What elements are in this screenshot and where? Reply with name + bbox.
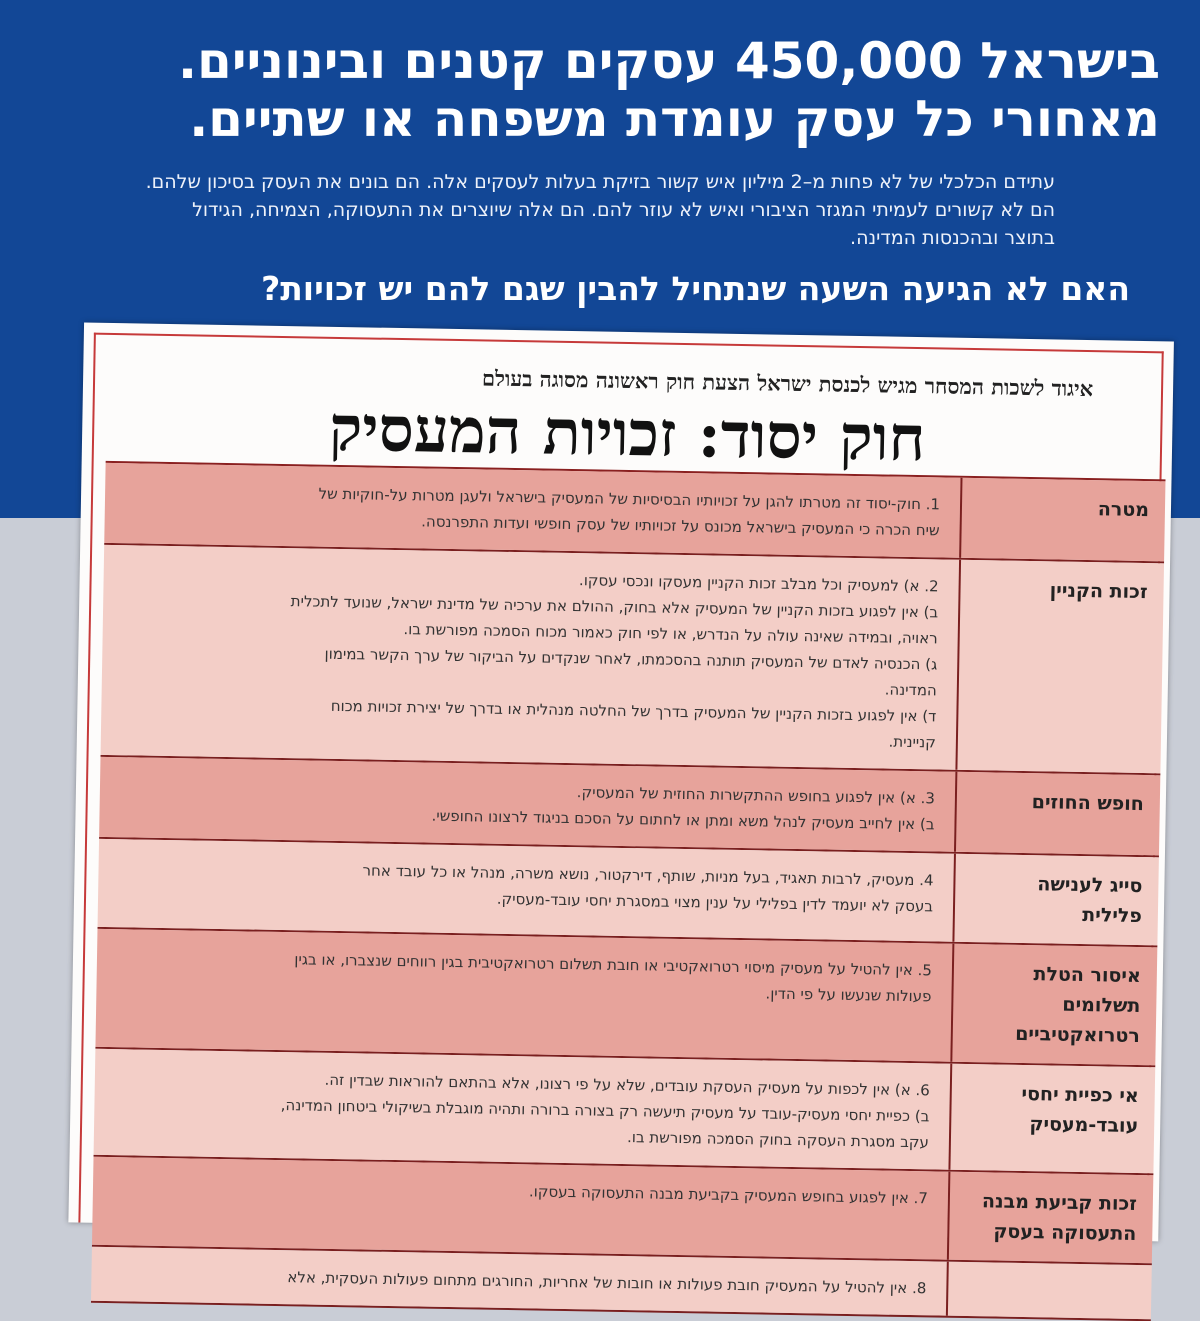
- row-text-line: שיח הכרה כי המעסיק בישראל מכונס על זכויותיו של עסק חופשי ועדות התפרנסה.: [421, 512, 940, 540]
- row-text-line: בעסק לא יועמד לדין בפלילי על ענין מצוי במסגרת יחסי עובד-מעסיק.: [496, 889, 934, 916]
- row-text-line: עקב מסגרת העסקה בחוק הסמכה מפורשת בו.: [626, 1128, 930, 1152]
- row-text-line: ב) אין לחייב מעסיק לנהל משא ומתן או לחתום על הסכם בניגוד לרצונו החופשי.: [431, 806, 935, 834]
- sheet-title: חוק יסוד: זכויות המעסיק: [328, 391, 926, 476]
- table-row: [94, 1049, 1156, 1175]
- row-text-line: המדינה.: [884, 680, 937, 700]
- row-text-line: 6. א) אין לכפות על מעסיק העסקת עובדים, שלא על פי רצונו, אלא בהתאם להוראות שבדין זה.: [324, 1070, 930, 1100]
- row-topic: מטרה: [959, 478, 1165, 562]
- row-text-line: פעולות שנעשו על פי הדין.: [765, 984, 932, 1006]
- headline: [40, 32, 1160, 148]
- row-topic: [946, 1262, 1152, 1320]
- row-topic: אי כפיית יחסי עובד-מעסיק: [948, 1064, 1155, 1174]
- headline-line-2: מאחורי כל עסק עומדת משפחה או שתיים.: [189, 90, 1160, 148]
- row-text-line: ד) אין לפגוע בזכות הקניין של המעסיק בדרך של החלטה מנהלית או בדרך של יצירת זכויות מכוח: [330, 696, 937, 726]
- headline-line-1: בישראל 450,000 עסקים קטנים ובינוניים.: [178, 32, 1160, 90]
- rhetorical-question: האם לא הגיעה השעה שנתחיל להבין שגם להם יש זכויות?: [261, 269, 1130, 308]
- row-text: [95, 929, 952, 1062]
- row-text-line: 3. א) אין לפגוע בחופש ההתקשרות החוזית של המעסיק.: [576, 783, 936, 808]
- row-text-line: 1. חוק-יסוד זה מטרתו להגן על זכויותיו הבסיסיות של המעסיק בישראל ולעגן מטרות על-חוקיות של: [318, 484, 941, 514]
- table-row: [101, 545, 1165, 775]
- row-text: [104, 463, 960, 558]
- row-text-line: ראויה, ובמידה שאינה עולה על הנדרש, או לפי חוק כאמור מכוח הסמכה מפורשת בו.: [403, 620, 938, 648]
- row-text-line: 4. מעסיק, לרבות תאגיד, בעל מניות, שותף, דירקטור, נושא משרה, מנהל או כל עובד אחר: [362, 861, 934, 890]
- row-topic: חופש החוזים: [954, 772, 1160, 856]
- row-text-line: 8. אין להטיל על המעסיק חובת פעולות או חובות של אחריות, החורגים מתחום פעולות העסקית, אלא: [287, 1268, 927, 1298]
- row-text-line: ג) הכנסיה לאדם של המעסיק תותנה בהסכמתו, לאחר שנקדים על הביקור של ערך הקשר במימון: [324, 644, 938, 674]
- row-topic: זכות הקניין: [955, 560, 1164, 774]
- row-text: [94, 1049, 951, 1170]
- row-text-line: ב) כפיית יחסי מעסיק-עובד על מעסיק תיעשה רק בצורה ברורה ותהיה מוגבלת בשיקולי ביטחון המדינה,: [280, 1096, 930, 1126]
- intro-paragraph: עתידם הכלכלי של לא פחות מ–2 מיליון איש קשור בזיקת בעלות לעסקים אלה. הם בונים את העסק בסיכון שלהם. הם לא קשורים לעמיתי המגזר הציבורי ואיש לא עוזר להם. הם אלה שיוצרים את התעסוקה, הצמיחה, הגידול בתוצר ובהכנסות המדינה.: [145, 171, 1055, 249]
- row-text: [99, 757, 955, 852]
- table-row: [95, 929, 1157, 1067]
- law-sections-table: [91, 461, 1166, 1321]
- row-text-line: 7. אין לפגוע בחופש המעסיק בקביעת מבנה התעסוקה בעסקו.: [528, 1182, 929, 1208]
- row-text-line: 2. א) למעסיק וכל מבלב זכות הקניין מעסקו ונכסי עסקו.: [578, 571, 939, 596]
- row-topic: זכות קביעת מבנה התעסוקה בעסק: [947, 1172, 1154, 1264]
- row-text: [101, 545, 960, 770]
- row-text-line: קניינית.: [888, 732, 937, 752]
- row-text: [98, 839, 954, 942]
- row-text-line: ב) אין לפגוע בזכות הקניין של המעסיק אלא בחוק, ההולם את ערכיה של מדינת ישראל, שנועד לתכלית: [290, 592, 939, 622]
- row-topic: איסור הטלת תשלומים רטרואקטיביים: [950, 944, 1157, 1066]
- law-document-sheet: [68, 322, 1174, 1298]
- row-text-line: 5. אין להטיל על מעסיק מיסוי רטרואקטיבי או חובת תשלום רטרואקטיבית בגין רווחים שנצברו, או בגין: [294, 950, 933, 980]
- row-topic: סייג לענישה פלילית: [952, 854, 1159, 946]
- row-text: [92, 1157, 948, 1260]
- sheet-subtitle: איגוד לשכות המסחר מגיש לכנסת ישראל הצעת חוק ראשונה מסוגה בעולם: [481, 365, 1094, 402]
